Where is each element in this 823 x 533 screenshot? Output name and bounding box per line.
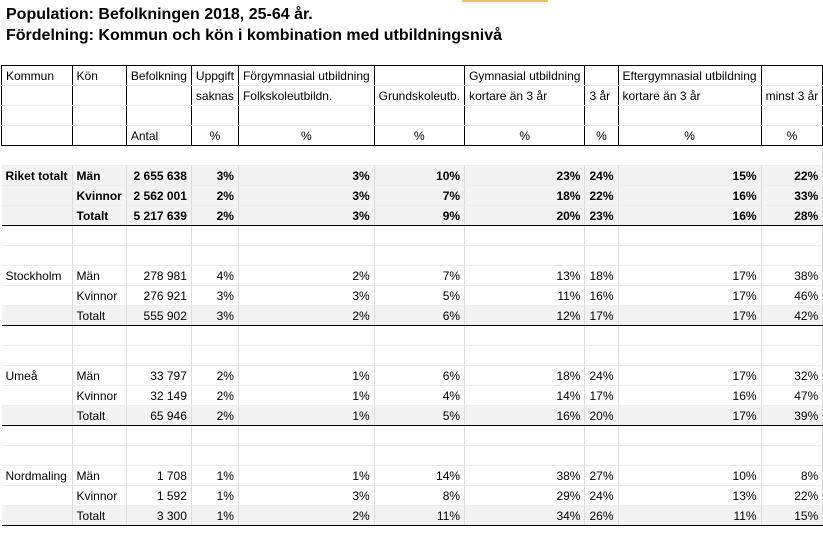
value-cell[interactable]: 13% bbox=[465, 266, 585, 286]
kommun-cell[interactable] bbox=[2, 186, 73, 206]
blank-row bbox=[2, 446, 823, 466]
value-cell[interactable]: 23% bbox=[465, 166, 585, 186]
header-row bbox=[2, 66, 823, 86]
blank-row bbox=[2, 226, 823, 246]
value-cell[interactable]: 16% bbox=[585, 286, 618, 306]
value-cell[interactable]: 3% bbox=[191, 306, 238, 326]
kommun-cell[interactable]: Umeå bbox=[2, 366, 73, 386]
table-row bbox=[2, 206, 823, 226]
value-cell[interactable]: 17% bbox=[585, 386, 618, 406]
empty-cell[interactable] bbox=[191, 326, 238, 346]
kommun-cell[interactable] bbox=[2, 386, 73, 406]
value-cell[interactable]: 1% bbox=[191, 466, 238, 486]
table-row bbox=[2, 506, 823, 526]
value-cell[interactable]: 32% bbox=[761, 366, 823, 386]
empty-cell[interactable] bbox=[2, 226, 73, 246]
empty-cell[interactable] bbox=[618, 226, 761, 246]
value-cell[interactable]: 20% bbox=[465, 206, 585, 226]
empty-cell[interactable] bbox=[72, 446, 126, 466]
empty-cell[interactable] bbox=[465, 426, 585, 446]
value-cell[interactable]: 47% bbox=[761, 386, 823, 406]
kommun-cell[interactable]: Riket totalt bbox=[2, 166, 73, 186]
empty-cell[interactable] bbox=[2, 326, 73, 346]
header-cell[interactable] bbox=[72, 106, 126, 126]
value-cell[interactable]: 2% bbox=[238, 266, 374, 286]
empty-cell[interactable] bbox=[761, 426, 823, 446]
value-cell[interactable]: 12% bbox=[465, 306, 585, 326]
header-cell[interactable] bbox=[465, 106, 585, 126]
blank-row bbox=[2, 246, 823, 266]
header-cell[interactable]: Uppgift bbox=[191, 66, 238, 86]
table-row bbox=[2, 486, 823, 506]
header-cell[interactable]: % bbox=[465, 126, 585, 146]
value-cell[interactable]: 11% bbox=[374, 506, 464, 526]
kon-cell[interactable]: Totalt bbox=[72, 506, 126, 526]
value-cell[interactable]: 2 655 638 bbox=[126, 166, 191, 186]
value-cell[interactable]: 22% bbox=[585, 186, 618, 206]
kon-cell[interactable]: Män bbox=[72, 266, 126, 286]
empty-cell[interactable] bbox=[465, 246, 585, 266]
header-cell[interactable]: Förgymnasial utbildning bbox=[238, 66, 374, 86]
header-cell[interactable] bbox=[374, 106, 464, 126]
kon-cell[interactable]: Totalt bbox=[72, 406, 126, 426]
empty-cell[interactable] bbox=[2, 446, 73, 466]
table-row bbox=[2, 406, 823, 426]
value-cell[interactable]: 33 797 bbox=[126, 366, 191, 386]
header-cell[interactable] bbox=[72, 126, 126, 146]
value-cell[interactable]: 16% bbox=[618, 206, 761, 226]
value-cell[interactable]: 38% bbox=[465, 466, 585, 486]
value-cell[interactable]: 3% bbox=[238, 186, 374, 206]
empty-cell[interactable] bbox=[191, 446, 238, 466]
empty-cell[interactable] bbox=[238, 326, 374, 346]
table-row bbox=[2, 366, 823, 386]
value-cell[interactable]: 9% bbox=[374, 206, 464, 226]
value-cell[interactable]: 3% bbox=[191, 286, 238, 306]
value-cell[interactable]: 17% bbox=[618, 366, 761, 386]
empty-cell[interactable] bbox=[126, 246, 191, 266]
empty-cell[interactable] bbox=[585, 246, 618, 266]
header-cell[interactable] bbox=[585, 106, 618, 126]
value-cell[interactable]: 39% bbox=[761, 406, 823, 426]
empty-cell[interactable] bbox=[72, 226, 126, 246]
value-cell[interactable]: 18% bbox=[585, 266, 618, 286]
empty-cell[interactable] bbox=[374, 446, 464, 466]
kon-cell[interactable]: Kvinnor bbox=[72, 386, 126, 406]
value-cell[interactable]: 8% bbox=[761, 466, 823, 486]
blank-row bbox=[2, 146, 823, 166]
header-row bbox=[2, 106, 823, 126]
empty-cell[interactable] bbox=[618, 446, 761, 466]
value-cell[interactable]: 29% bbox=[465, 486, 585, 506]
header-cell[interactable]: % bbox=[191, 126, 238, 146]
value-cell[interactable]: 1% bbox=[238, 366, 374, 386]
sheet-subtitle[interactable]: Fördelning: Kommun och kön i kombination med utbildningsnivå bbox=[6, 27, 502, 44]
value-cell[interactable]: 7% bbox=[374, 186, 464, 206]
value-cell[interactable]: 1% bbox=[191, 486, 238, 506]
value-cell[interactable]: 14% bbox=[465, 386, 585, 406]
header-row bbox=[2, 86, 823, 106]
value-cell[interactable]: 11% bbox=[618, 506, 761, 526]
kommun-cell[interactable] bbox=[2, 486, 73, 506]
empty-cell[interactable] bbox=[465, 446, 585, 466]
value-cell[interactable]: 38% bbox=[761, 266, 823, 286]
value-cell[interactable]: 1 592 bbox=[126, 486, 191, 506]
empty-cell[interactable] bbox=[238, 446, 374, 466]
value-cell[interactable]: 24% bbox=[585, 486, 618, 506]
value-cell[interactable]: 1% bbox=[238, 406, 374, 426]
value-cell[interactable]: 5% bbox=[374, 286, 464, 306]
value-cell[interactable]: 2% bbox=[238, 306, 374, 326]
value-cell[interactable]: 1 708 bbox=[126, 466, 191, 486]
table-row bbox=[2, 466, 823, 486]
value-cell[interactable]: 2% bbox=[191, 406, 238, 426]
value-cell[interactable]: 24% bbox=[585, 366, 618, 386]
header-cell[interactable] bbox=[2, 86, 73, 106]
kon-cell[interactable]: Män bbox=[72, 166, 126, 186]
empty-cell[interactable] bbox=[72, 426, 126, 446]
empty-cell[interactable] bbox=[761, 226, 823, 246]
empty-cell[interactable] bbox=[618, 246, 761, 266]
header-cell[interactable]: Folkskoleutbildn. bbox=[238, 86, 374, 106]
value-cell[interactable]: 1% bbox=[191, 506, 238, 526]
value-cell[interactable]: 3% bbox=[238, 166, 374, 186]
header-cell[interactable]: % bbox=[618, 126, 761, 146]
value-cell[interactable]: 24% bbox=[585, 166, 618, 186]
value-cell[interactable]: 13% bbox=[618, 486, 761, 506]
value-cell[interactable]: 2 562 001 bbox=[126, 186, 191, 206]
table-row bbox=[2, 186, 823, 206]
value-cell[interactable]: 65 946 bbox=[126, 406, 191, 426]
value-cell[interactable]: 555 902 bbox=[126, 306, 191, 326]
empty-cell[interactable] bbox=[191, 226, 238, 246]
value-cell[interactable]: 10% bbox=[374, 166, 464, 186]
kommun-cell[interactable] bbox=[2, 206, 73, 226]
value-cell[interactable]: 17% bbox=[585, 306, 618, 326]
empty-cell[interactable] bbox=[2, 346, 73, 366]
empty-cell[interactable] bbox=[126, 226, 191, 246]
value-cell[interactable]: 7% bbox=[374, 266, 464, 286]
value-cell[interactable]: 42% bbox=[761, 306, 823, 326]
empty-cell[interactable] bbox=[465, 326, 585, 346]
value-cell[interactable]: 1% bbox=[238, 466, 374, 486]
header-row bbox=[2, 126, 823, 146]
empty-cell[interactable] bbox=[126, 446, 191, 466]
value-cell[interactable]: 26% bbox=[585, 506, 618, 526]
header-cell[interactable] bbox=[72, 86, 126, 106]
header-cell[interactable]: % bbox=[238, 126, 374, 146]
empty-cell[interactable] bbox=[238, 426, 374, 446]
value-cell[interactable]: 28% bbox=[761, 206, 823, 226]
value-cell[interactable]: 17% bbox=[618, 266, 761, 286]
value-cell[interactable]: 3% bbox=[238, 286, 374, 306]
empty-cell[interactable] bbox=[126, 346, 191, 366]
value-cell[interactable]: 20% bbox=[585, 406, 618, 426]
value-cell[interactable]: 5% bbox=[374, 406, 464, 426]
header-cell[interactable] bbox=[2, 126, 73, 146]
header-cell[interactable]: saknas bbox=[191, 86, 238, 106]
empty-cell[interactable] bbox=[374, 226, 464, 246]
empty-cell[interactable] bbox=[585, 346, 618, 366]
header-cell[interactable]: 3 år bbox=[585, 86, 618, 106]
value-cell[interactable]: 11% bbox=[465, 286, 585, 306]
blank-row bbox=[2, 326, 823, 346]
value-cell[interactable]: 8% bbox=[374, 486, 464, 506]
value-cell[interactable]: 18% bbox=[465, 366, 585, 386]
header-cell[interactable] bbox=[126, 86, 191, 106]
header-cell[interactable]: Kommun bbox=[2, 66, 73, 86]
value-cell[interactable]: 15% bbox=[761, 506, 823, 526]
value-cell[interactable]: 4% bbox=[191, 266, 238, 286]
table-row bbox=[2, 266, 823, 286]
value-cell[interactable]: 1% bbox=[238, 386, 374, 406]
header-cell[interactable]: Grundskoleutb. bbox=[374, 86, 464, 106]
value-cell[interactable]: 6% bbox=[374, 366, 464, 386]
value-cell[interactable]: 3% bbox=[238, 206, 374, 226]
empty-cell[interactable] bbox=[191, 426, 238, 446]
value-cell[interactable]: 23% bbox=[585, 206, 618, 226]
kommun-cell[interactable]: Stockholm bbox=[2, 266, 73, 286]
data-table bbox=[1, 65, 823, 526]
value-cell[interactable]: 22% bbox=[761, 486, 823, 506]
empty-cell[interactable] bbox=[126, 426, 191, 446]
header-cell[interactable]: kortare än 3 år bbox=[618, 86, 761, 106]
value-cell[interactable]: 5 217 639 bbox=[126, 206, 191, 226]
value-cell[interactable]: 17% bbox=[618, 406, 761, 426]
header-cell[interactable]: % bbox=[761, 126, 823, 146]
header-cell[interactable]: Antal bbox=[126, 126, 191, 146]
value-cell[interactable]: 22% bbox=[761, 166, 823, 186]
empty-cell[interactable] bbox=[618, 346, 761, 366]
value-cell[interactable]: 17% bbox=[618, 286, 761, 306]
header-cell[interactable] bbox=[761, 66, 823, 86]
kon-cell[interactable]: Män bbox=[72, 466, 126, 486]
header-cell[interactable]: kortare än 3 år bbox=[465, 86, 585, 106]
header-cell[interactable] bbox=[2, 106, 73, 126]
value-cell[interactable]: 16% bbox=[618, 386, 761, 406]
kommun-cell[interactable] bbox=[2, 306, 73, 326]
table-row bbox=[2, 306, 823, 326]
value-cell[interactable]: 14% bbox=[374, 466, 464, 486]
blank-row bbox=[2, 346, 823, 366]
header-cell[interactable]: % bbox=[585, 126, 618, 146]
header-cell[interactable] bbox=[374, 66, 464, 86]
empty-cell[interactable] bbox=[2, 426, 73, 446]
table-row bbox=[2, 166, 823, 186]
sheet-title[interactable]: Population: Befolkningen 2018, 25-64 år. bbox=[6, 6, 313, 23]
value-cell[interactable]: 46% bbox=[761, 286, 823, 306]
empty-cell[interactable] bbox=[2, 246, 73, 266]
value-cell[interactable]: 2% bbox=[191, 386, 238, 406]
empty-cell[interactable] bbox=[465, 226, 585, 246]
empty-cell[interactable] bbox=[72, 246, 126, 266]
header-cell[interactable]: Eftergymnasial utbildning bbox=[618, 66, 761, 86]
empty-cell[interactable] bbox=[238, 346, 374, 366]
kon-cell[interactable]: Kvinnor bbox=[72, 186, 126, 206]
value-cell[interactable]: 4% bbox=[374, 386, 464, 406]
header-cell[interactable]: Gymnasial utbildning bbox=[465, 66, 585, 86]
empty-cell[interactable] bbox=[72, 346, 126, 366]
value-cell[interactable]: 276 921 bbox=[126, 286, 191, 306]
value-cell[interactable]: 278 981 bbox=[126, 266, 191, 286]
empty-cell[interactable] bbox=[374, 346, 464, 366]
kommun-cell[interactable] bbox=[2, 506, 73, 526]
table-row bbox=[2, 286, 823, 306]
empty-cell[interactable] bbox=[374, 326, 464, 346]
empty-cell[interactable] bbox=[465, 346, 585, 366]
kon-cell[interactable]: Totalt bbox=[72, 206, 126, 226]
value-cell[interactable]: 2% bbox=[191, 186, 238, 206]
empty-cell[interactable] bbox=[72, 326, 126, 346]
empty-cell[interactable] bbox=[618, 326, 761, 346]
header-cell[interactable] bbox=[126, 106, 191, 126]
value-cell[interactable]: 27% bbox=[585, 466, 618, 486]
value-cell[interactable]: 16% bbox=[618, 186, 761, 206]
empty-cell[interactable] bbox=[126, 326, 191, 346]
header-cell[interactable]: % bbox=[374, 126, 464, 146]
header-cell[interactable] bbox=[761, 106, 823, 126]
value-cell[interactable]: 2% bbox=[238, 506, 374, 526]
empty-cell[interactable] bbox=[374, 426, 464, 446]
empty-cell[interactable] bbox=[761, 326, 823, 346]
kommun-cell[interactable]: Nordmaling bbox=[2, 466, 73, 486]
value-cell[interactable]: 10% bbox=[618, 466, 761, 486]
selected-cell-indicator[interactable] bbox=[462, 0, 548, 2]
value-cell[interactable]: 6% bbox=[374, 306, 464, 326]
value-cell[interactable]: 18% bbox=[465, 186, 585, 206]
value-cell[interactable]: 2% bbox=[191, 206, 238, 226]
header-cell[interactable] bbox=[585, 66, 618, 86]
empty-cell[interactable] bbox=[585, 426, 618, 446]
header-cell[interactable]: Befolkning bbox=[126, 66, 191, 86]
value-cell[interactable]: 32 149 bbox=[126, 386, 191, 406]
value-cell[interactable]: 15% bbox=[618, 166, 761, 186]
value-cell[interactable]: 2% bbox=[191, 366, 238, 386]
empty-cell[interactable] bbox=[618, 426, 761, 446]
value-cell[interactable]: 34% bbox=[465, 506, 585, 526]
header-cell[interactable]: minst 3 år bbox=[761, 86, 823, 106]
kon-cell[interactable]: Totalt bbox=[72, 306, 126, 326]
kon-cell[interactable]: Män bbox=[72, 366, 126, 386]
empty-cell[interactable] bbox=[238, 226, 374, 246]
empty-cell[interactable] bbox=[761, 446, 823, 466]
header-cell[interactable] bbox=[238, 106, 374, 126]
value-cell[interactable]: 3% bbox=[238, 486, 374, 506]
table-row bbox=[2, 386, 823, 406]
value-cell[interactable]: 33% bbox=[761, 186, 823, 206]
kommun-cell[interactable] bbox=[2, 406, 73, 426]
value-cell[interactable]: 17% bbox=[618, 306, 761, 326]
header-cell[interactable]: Kön bbox=[72, 66, 126, 86]
empty-cell[interactable] bbox=[761, 346, 823, 366]
empty-cell[interactable] bbox=[238, 246, 374, 266]
kon-cell[interactable]: Kvinnor bbox=[72, 286, 126, 306]
empty-cell[interactable] bbox=[191, 246, 238, 266]
empty-cell[interactable] bbox=[191, 346, 238, 366]
empty-cell[interactable] bbox=[585, 446, 618, 466]
empty-cell[interactable] bbox=[374, 246, 464, 266]
empty-cell[interactable] bbox=[761, 246, 823, 266]
blank-row bbox=[2, 426, 823, 446]
kon-cell[interactable]: Kvinnor bbox=[72, 486, 126, 506]
kommun-cell[interactable] bbox=[2, 286, 73, 306]
header-cell[interactable] bbox=[191, 106, 238, 126]
value-cell[interactable]: 16% bbox=[465, 406, 585, 426]
value-cell[interactable]: 3% bbox=[191, 166, 238, 186]
header-cell[interactable] bbox=[618, 106, 761, 126]
value-cell[interactable]: 3 300 bbox=[126, 506, 191, 526]
empty-cell[interactable] bbox=[585, 226, 618, 246]
empty-cell[interactable] bbox=[585, 326, 618, 346]
